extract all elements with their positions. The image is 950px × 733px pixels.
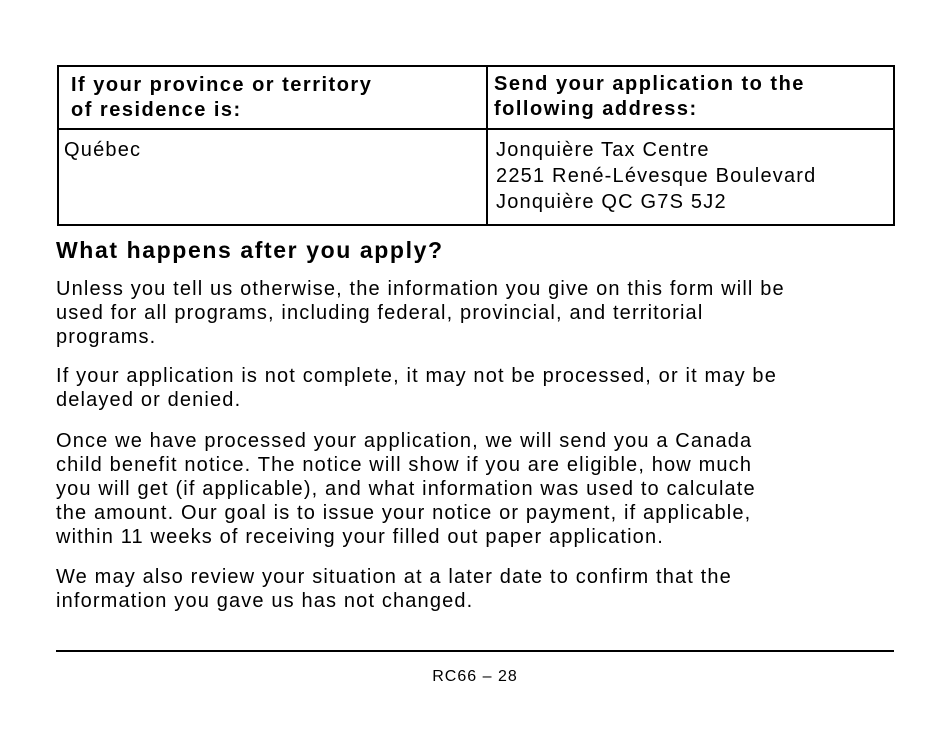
address-line-name: Jonquière Tax Centre xyxy=(496,139,710,161)
header-address-label: Send your application to the following address: xyxy=(494,73,805,120)
paragraph-line: within 11 weeks of receiving your filled out paper application. xyxy=(56,526,664,548)
paragraph-line: We may also review your situation at a later date to confirm that the xyxy=(56,566,732,588)
section-heading: What happens after you apply? xyxy=(56,237,444,263)
paragraph-line: used for all programs, including federal, provincial, and territorial xyxy=(56,302,704,324)
header-cell-address xyxy=(487,66,894,129)
paragraph-benefit-notice xyxy=(56,429,906,549)
table-row xyxy=(58,129,894,225)
paragraph-line: Once we have processed your application, we will send you a Canada xyxy=(56,430,753,452)
province-name: Québec xyxy=(64,139,142,161)
paragraph-review xyxy=(56,565,906,613)
address-line-city: Jonquière QC G7S 5J2 xyxy=(496,191,727,213)
paragraph-line: If your application is not complete, it may not be processed, or it may be xyxy=(56,365,777,387)
address-line-street: 2251 René-Lévesque Boulevard xyxy=(496,165,817,187)
page-number: RC66 – 28 xyxy=(432,668,518,685)
paragraph-information-use xyxy=(56,277,906,349)
paragraph-line: child benefit notice. The notice will show if you are eligible, how much xyxy=(56,454,753,476)
header-cell-province xyxy=(58,66,487,129)
paragraph-line: information you gave us has not changed. xyxy=(56,590,474,612)
paragraph-line: delayed or denied. xyxy=(56,389,242,411)
paragraph-incomplete-application xyxy=(56,364,906,412)
paragraph-line: programs. xyxy=(56,326,157,348)
header-province-label: If your province or territory of residence is: xyxy=(71,74,373,121)
paragraph-line: Unless you tell us otherwise, the information you give on this form will be xyxy=(56,278,785,300)
footer-divider xyxy=(56,650,894,652)
table-header-row xyxy=(58,66,894,129)
mailing-address-table xyxy=(57,65,895,226)
paragraph-line: the amount. Our goal is to issue your notice or payment, if applicable, xyxy=(56,502,752,524)
tax-centre-address xyxy=(488,130,893,215)
province-cell xyxy=(58,129,487,225)
address-cell xyxy=(487,129,894,225)
paragraph-line: you will get (if applicable), and what information was used to calculate xyxy=(56,478,756,500)
